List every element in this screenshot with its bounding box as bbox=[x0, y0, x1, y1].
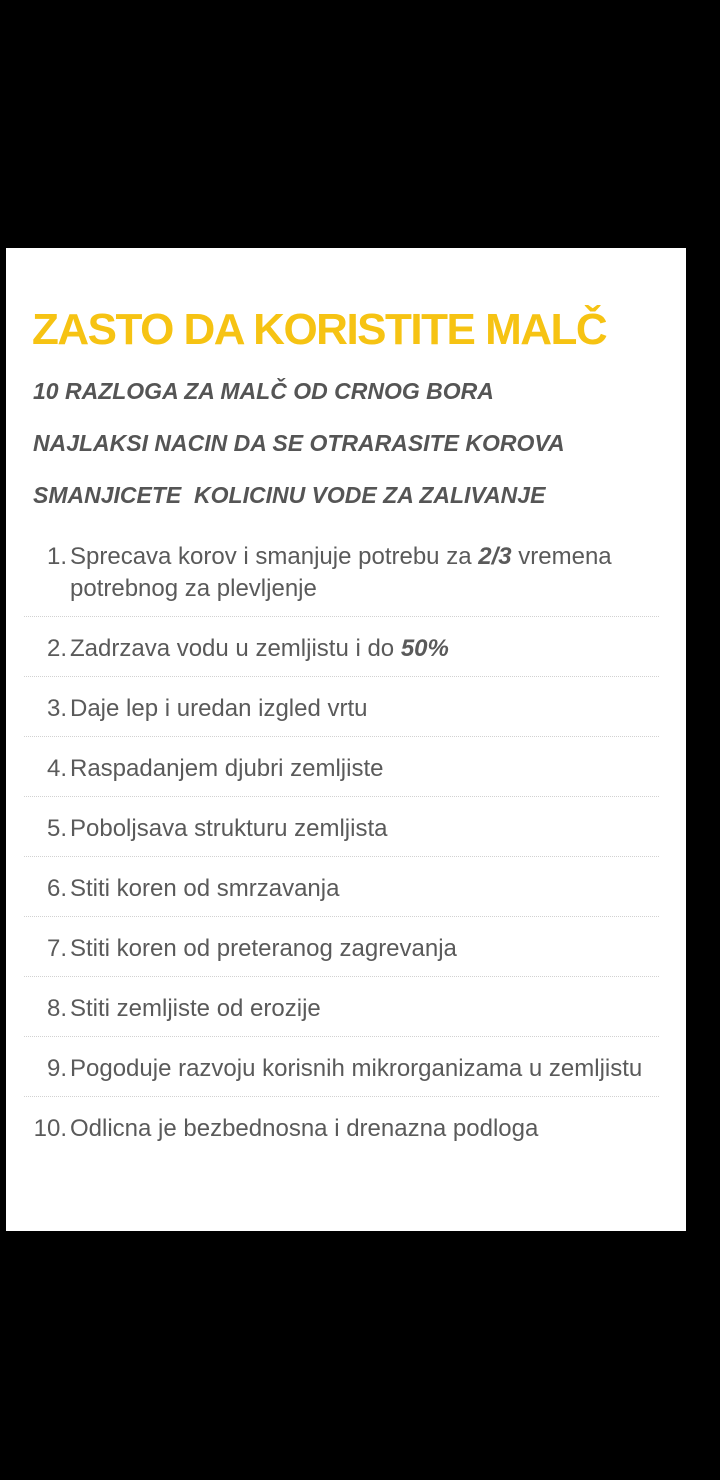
reasons-list bbox=[24, 535, 659, 1166]
list-item bbox=[24, 627, 659, 677]
list-item-text: Stiti koren od smrzavanja bbox=[70, 875, 340, 902]
subtitle: 10 RAZLOGA ZA MALČ OD CRNOG BORA bbox=[33, 378, 494, 404]
list-item-text-part: Sprecava korov i smanjuje potrebu za bbox=[70, 543, 479, 570]
list-item-number: 3. bbox=[46, 695, 67, 722]
list-item bbox=[24, 687, 659, 737]
list-item-text bbox=[70, 633, 659, 665]
subtitle: SMANJICETE KOLICINU VODE ZA ZALIVANJE bbox=[33, 482, 546, 508]
list-item-number: 10. bbox=[33, 1115, 67, 1142]
list-item bbox=[24, 927, 659, 977]
list-item-text-part: vremena potrebnog za plevljenje bbox=[70, 543, 612, 602]
list-item-number: 5. bbox=[46, 815, 67, 842]
list-item-text: Poboljsava strukturu zemljista bbox=[70, 815, 388, 842]
list-item bbox=[24, 1107, 659, 1156]
list-item-text-part: Zadrzava vodu u zemljistu i do bbox=[70, 635, 401, 662]
list-item bbox=[24, 535, 659, 617]
list-item bbox=[24, 867, 659, 917]
list-item-number: 1. bbox=[46, 543, 67, 570]
list-item bbox=[24, 747, 659, 797]
list-item-highlight: 50% bbox=[400, 635, 449, 662]
list-item-text: Stiti koren od preteranog zagrevanja bbox=[70, 935, 457, 962]
list-item bbox=[24, 987, 659, 1037]
subtitle-list bbox=[33, 374, 565, 530]
list-item-number: 8. bbox=[46, 995, 67, 1022]
list-item-number: 7. bbox=[46, 935, 67, 962]
list-item-number: 9. bbox=[46, 1055, 67, 1082]
list-item-text: Daje lep i uredan izgled vrtu bbox=[70, 695, 368, 722]
content-card bbox=[6, 248, 686, 1231]
list-item-number: 4. bbox=[46, 755, 67, 782]
page-title: ZASTO DA KORISTITE MALČ bbox=[32, 305, 607, 354]
list-item-text bbox=[70, 541, 659, 605]
list-item-text: Stiti zemljiste od erozije bbox=[70, 995, 321, 1022]
list-item-highlight: 2/3 bbox=[478, 543, 512, 570]
list-item-text: Odlicna je bezbednosna i drenazna podloga bbox=[70, 1115, 539, 1142]
subtitle: NAJLAKSI NACIN DA SE OTRARASITE KOROVA bbox=[33, 430, 565, 456]
list-item bbox=[24, 1047, 659, 1097]
list-item-number: 2. bbox=[46, 635, 67, 662]
list-item-text: Raspadanjem djubri zemljiste bbox=[70, 755, 384, 782]
list-item-number: 6. bbox=[46, 875, 67, 902]
list-item bbox=[24, 807, 659, 857]
list-item-text: Pogoduje razvoju korisnih mikrorganizama u zemljistu bbox=[70, 1055, 643, 1082]
